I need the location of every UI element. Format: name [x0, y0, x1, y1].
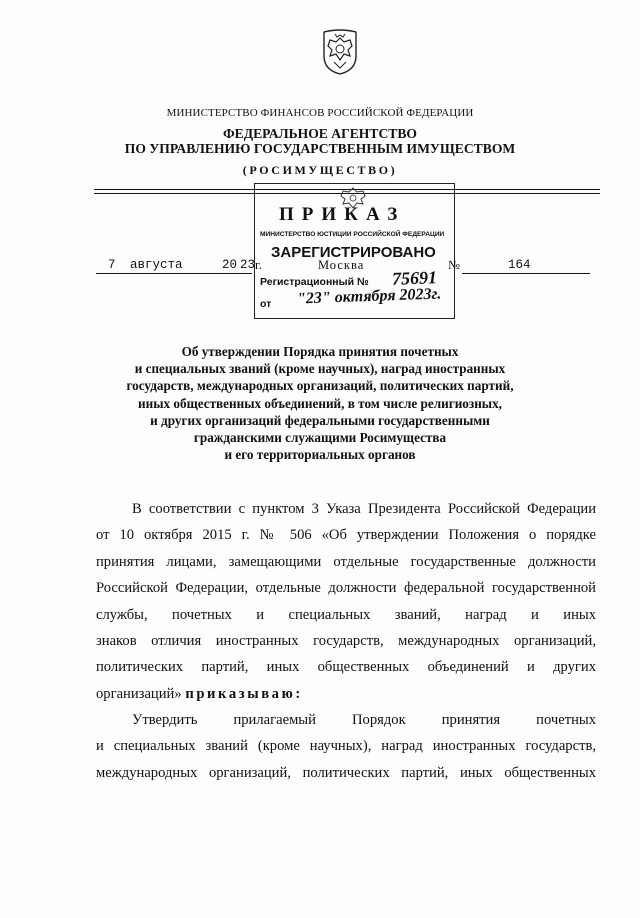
- stamp-date: "23" октября 2023г.: [296, 285, 442, 308]
- body-paragraph-2: [96, 707, 596, 786]
- order-number: 164: [508, 258, 531, 272]
- body-line: Утвердить прилагаемый Порядок принятия почетных: [132, 712, 596, 728]
- agency-name: [0, 126, 640, 156]
- order-number-sign: №: [448, 258, 460, 272]
- stamp-reg-number-label: Регистрационный №: [260, 276, 369, 288]
- order-year-suffix: 23: [240, 258, 256, 272]
- title-line: иных общественных объединений, в том числе религиозных,: [138, 395, 502, 411]
- coat-of-arms-emblem: [318, 26, 362, 76]
- title-line: государств, международных организаций, политических партий,: [126, 378, 514, 394]
- body-line: политических партий, иных общественных объединений и других: [96, 659, 596, 676]
- date-underline: [96, 273, 252, 274]
- order-title: [60, 343, 580, 463]
- body-line: В соответствии с пунктом 3 Указа Президента Российской Федерации: [132, 501, 596, 517]
- stamp-registered: ЗАРЕГИСТРИРОВАНО: [271, 244, 436, 261]
- title-line: Об утверждении Порядка принятия почетных: [181, 344, 459, 359]
- agency-name-line-1: ФЕДЕРАЛЬНОЕ АГЕНТСТВО: [223, 126, 417, 141]
- order-city: Москва: [318, 258, 365, 272]
- stamp-doc-type: ПРИКАЗ: [279, 204, 406, 225]
- order-year-unit: г.: [255, 258, 262, 272]
- order-month: августа: [130, 258, 183, 272]
- body-line: международных организаций, политических партий, иных общественных: [96, 764, 596, 781]
- order-year-prefix: 20: [222, 258, 238, 272]
- agency-name-line-2: ПО УПРАВЛЕНИЮ ГОСУДАРСТВЕННЫМ ИМУЩЕСТВОМ: [124, 141, 516, 156]
- title-line: гражданскими служащими Росимущества: [193, 430, 447, 446]
- number-underline: [462, 273, 590, 274]
- title-line: и других организаций федеральными государственными: [150, 412, 490, 428]
- order-word: приказываю:: [185, 685, 303, 702]
- title-line: и специальных званий (кроме научных), наград иностранных: [134, 361, 506, 377]
- body-line: знаков отличия иностранных государств, международных организаций,: [96, 633, 596, 650]
- order-day: 7: [108, 258, 116, 272]
- agency-short-name: (РОСИМУЩЕСТВО): [242, 163, 398, 177]
- body-line: службы, почетных и специальных званий, наград и иных: [96, 606, 596, 623]
- body-paragraph-1: [96, 496, 596, 707]
- body-line: от 10 октября 2015 г. № 506 «Об утверждении Положения о порядке: [96, 527, 596, 544]
- title-line: и его территориальных органов: [224, 447, 416, 463]
- stamp-ministry: МИНИСТЕРСТВО ЮСТИЦИИ РОССИЙСКОЙ ФЕДЕРАЦИИ: [260, 231, 445, 238]
- stamp-reg-number: 75691: [391, 267, 438, 289]
- ministry-name: МИНИСТЕРСТВО ФИНАНСОВ РОССИЙСКОЙ ФЕДЕРАЦИИ: [166, 107, 474, 119]
- body-line: принятия лицами, замещающими отдельные государственные должности: [96, 553, 596, 570]
- body-line-last: [96, 681, 596, 707]
- body-line: Российской Федерации, отдельные должности федеральной государственной: [96, 580, 596, 597]
- stamp-date-prefix: от: [260, 298, 272, 310]
- body-line-text: организаций»: [96, 685, 182, 702]
- body-line: и специальных званий (кроме научных), наград иностранных государств,: [96, 738, 596, 755]
- registration-stamp: [254, 183, 455, 319]
